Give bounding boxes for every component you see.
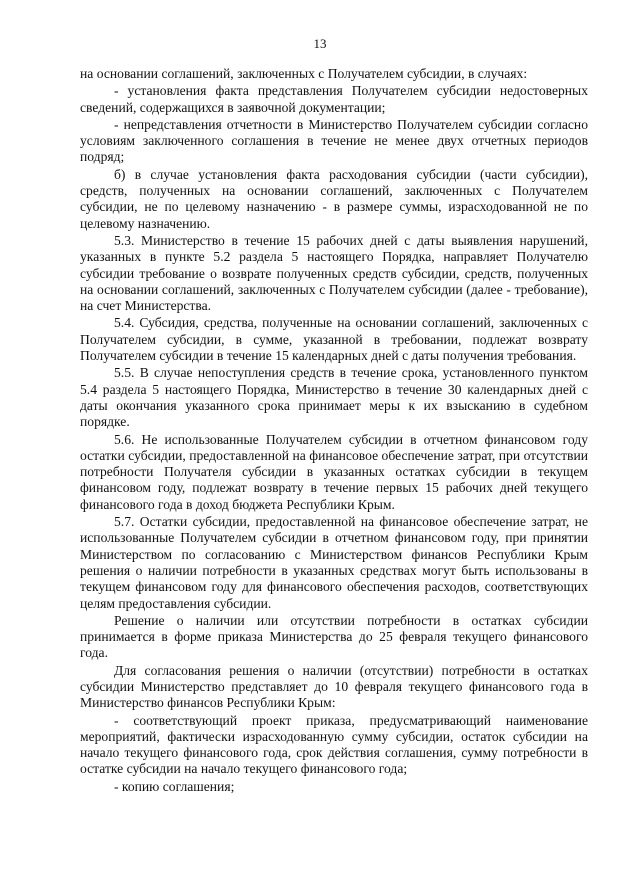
- paragraph: - соответствующий проект приказа, предусматривающий наименование мероприятий, фактически израсходованную сумму субсидии, остаток субсидии на начало текущего финансового года, срок действия соглашения, сумму потребности в остатке субсидии на начало текущего финансового года;: [80, 712, 588, 777]
- document-body: [80, 66, 588, 796]
- paragraph: б) в случае установления факта расходования субсидии (части субсидии), средств, полученных на основании соглашений, заключенных с Получателем субсидии, не по целевому назначению - в размере суммы, израсходованной не по целевому назначению.: [80, 166, 588, 231]
- page-number: 13: [313, 36, 327, 51]
- paragraph: 5.5. В случае непоступления средств в течение срока, установленного пунктом 5.4 раздела 5 настоящего Порядка, Министерство в течение 30 календарных дней с даты окончания указанного срока принимает меры к их взысканию в судебном порядке.: [80, 365, 588, 430]
- paragraph: 5.6. Не использованные Получателем субсидии в отчетном финансовом году остатки субсидии, предоставленной на финансовое обеспечение затрат, при отсутствии потребности Получателя субсидии в указанных остатках субсидии в текущем финансовом году, подлежат возврату в течение первых 15 рабочих дней текущего финансового года в доход бюджета Республики Крым.: [80, 431, 588, 512]
- paragraph: - непредставления отчетности в Министерство Получателем субсидии согласно условиям заключенного соглашения в течение не менее двух отчетных периодов подряд;: [80, 116, 588, 165]
- paragraph: - установления факта представления Получателем субсидии недостоверных сведений, содержащихся в заявочной документации;: [80, 83, 588, 115]
- paragraph: 5.7. Остатки субсидии, предоставленной на финансовое обеспечение затрат, не использованные Получателем субсидии в отчетном финансовом году, при принятии Министерством по согласованию с Министерством финансов Республики Крым решения о наличии потребности в указанных средствах могут быть использованы в текущем финансовом году для финансового обеспечения расходов, соответствующих целям предоставления субсидии.: [80, 514, 588, 611]
- paragraph: 5.3. Министерство в течение 15 рабочих дней с даты выявления нарушений, указанных в пункте 5.2 раздела 5 настоящего Порядка, направляет Получателю субсидии требование о возврате полученных средств субсидии, средств, полученных на основании соглашений, заключенных с Получателем субсидии (далее - требование), на счет Министерства.: [80, 232, 588, 314]
- paragraph: на основании соглашений, заключенных с Получателем субсидии, в случаях:: [80, 66, 528, 81]
- paragraph: Для согласования решения о наличии (отсутствии) потребности в остатках субсидии Министерство представляет до 10 февраля текущего финансового года в Министерство финансов Республики Крым:: [80, 662, 588, 711]
- paragraph: - копию соглашения;: [114, 778, 235, 794]
- paragraph: 5.4. Субсидия, средства, полученные на основании соглашений, заключенных с Получателем субсидии, в сумме, указанной в требовании, подлежат возврату Получателем субсидии в течение 15 календарных дней с даты получения требования.: [80, 315, 588, 364]
- paragraph: Решение о наличии или отсутствии потребности в остатках субсидии принимается в форме приказа Министерства до 25 февраля текущего финансового года.: [80, 612, 588, 661]
